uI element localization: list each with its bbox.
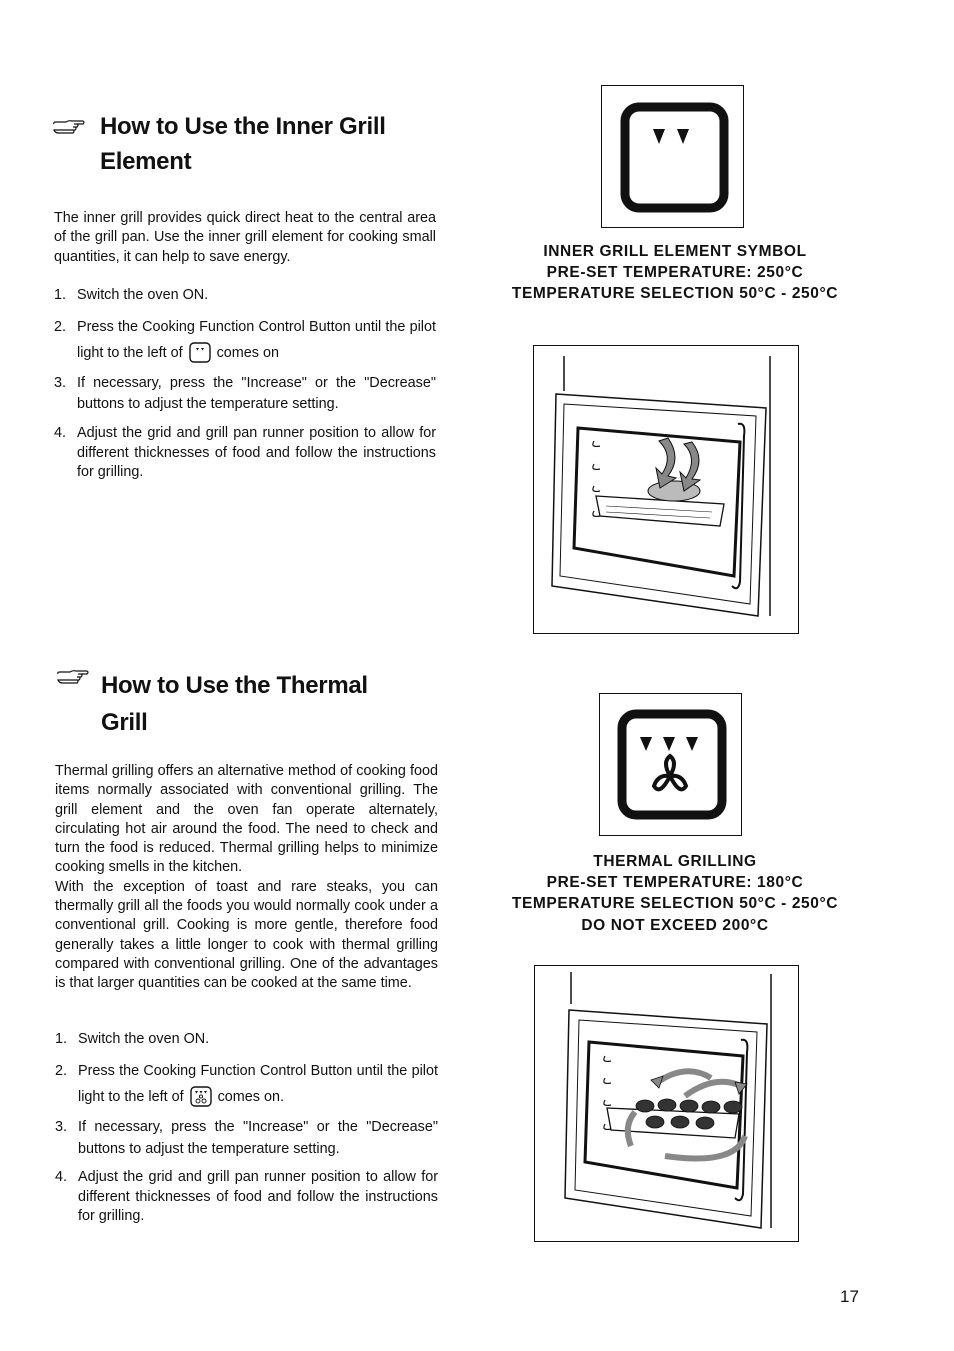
- step-item: 2. Press the Cooking Function Control Button until the pilot light to the left of comes on.: [55, 1063, 438, 1105]
- pointing-hand-icon: [52, 117, 86, 139]
- inner-grill-symbol-icon: [189, 342, 211, 363]
- section-heading-thermal-grill: How to Use the Thermal Grill: [101, 672, 368, 736]
- step-item: 4. Adjust the grid and grill pan runner position to allow for different thicknesses of food and follow the instructions for grilling.: [55, 1169, 438, 1224]
- intro-paragraph: Thermal grilling offers an alternative method of cooking food items normally associated with conventional grilling. The grill element and the oven fan operate alternately, circulating hot air around the food. The need to check and turn the food is reduced. Thermal grilling helps to minimize cooking smells in the kitchen. With the exception of toast and rare steaks, you can thermally grill all the foods you would normally cook under a conventional grill. Cooking is more gentle, therefore food generally takes a little longer to cook with thermal grilling compared with conventional grilling. One of the advantages is that larger quantities can be cooked at the same time.: [55, 763, 438, 992]
- thermal-grill-caption: THERMAL GRILLING PRE-SET TEMPERATURE: 180°C TEMPERATURE SELECTION 50°C - 250°C DO NOT EXCEED 200°C: [511, 853, 839, 934]
- step-item: 1. Switch the oven ON.: [55, 1031, 210, 1047]
- step-item: 3. If necessary, press the "Increase" or the "Decrease" buttons to adjust the temperature setting.: [54, 375, 436, 412]
- inner-grill-symbol-figure: [601, 85, 744, 228]
- thermal-grill-symbol-icon: [600, 694, 741, 835]
- inner-grill-oven-illustration: [533, 345, 799, 634]
- thermal-grill-symbol-icon: [190, 1086, 212, 1107]
- page-number: 17: [840, 1287, 859, 1306]
- step-item: 2. Press the Cooking Function Control Button until the pilot light to the left of comes on: [54, 319, 436, 361]
- step-item: 3. If necessary, press the "Increase" or the "Decrease" buttons to adjust the temperature setting.: [55, 1119, 438, 1157]
- inner-grill-caption: INNER GRILL ELEMENT SYMBOL PRE-SET TEMPERATURE: 250°C TEMPERATURE SELECTION 50°C - 250°C: [511, 243, 839, 303]
- thermal-grill-oven-illustration: [534, 965, 799, 1242]
- thermal-grill-symbol-figure: [599, 693, 742, 836]
- step-item: 4. Adjust the grid and grill pan runner position to allow for different thicknesses of food and follow the instructions for grilling.: [54, 425, 436, 480]
- section-heading-inner-grill: How to Use the Inner Grill Element: [100, 113, 386, 175]
- intro-paragraph: The inner grill provides quick direct heat to the central area of the grill pan. Use the inner grill element for cooking small quantities, it can help to save energy.: [54, 210, 436, 265]
- step-item: 1. Switch the oven ON.: [54, 287, 209, 303]
- pointing-hand-icon: [56, 667, 90, 689]
- inner-grill-symbol-icon: [602, 86, 743, 227]
